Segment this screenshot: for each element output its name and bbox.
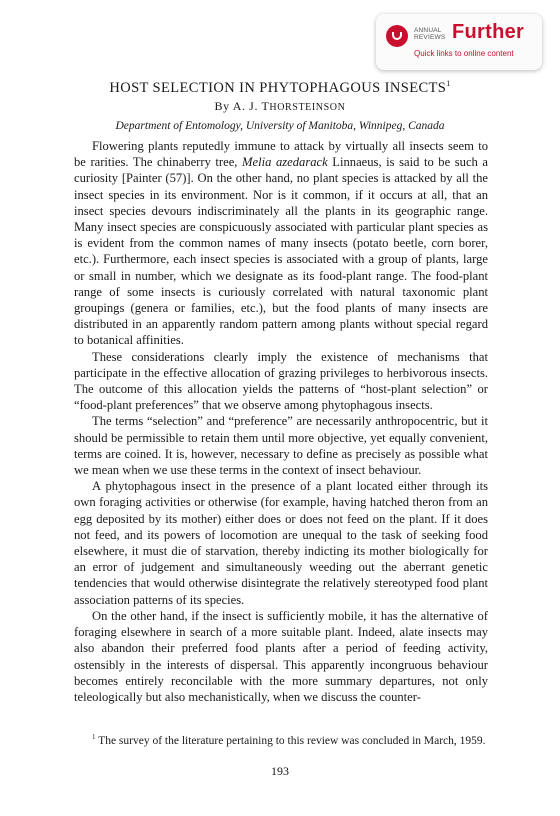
author-line: [0, 99, 560, 114]
footnote-marker: 1: [92, 733, 96, 741]
article-title-text: HOST SELECTION IN PHYTOPHAGOUS INSECTS: [109, 79, 447, 96]
article-title: [0, 79, 560, 97]
author-initials: A. J.: [232, 99, 262, 113]
footnote: [74, 730, 488, 749]
footnote-text: The survey of the literature pertaining to this review was concluded in March, 1959.: [95, 734, 486, 747]
article-body: [74, 138, 488, 705]
badge-publisher-label: [414, 27, 445, 41]
page-number: 193: [271, 764, 289, 778]
paragraph-1-text-a: Flowering plants reputedly immune to attack by virtually all insects seem to be rarities. The chinaberry tree,: [74, 139, 488, 170]
title-footnote-marker[interactable]: 1: [446, 79, 451, 88]
body-paragraph-4: A phytophagous insect in the presence of a plant located either through its own foraging activities or otherwise (for example, having hatched theron from an egg deposited by its mother) either does or does not feed on the plant. If it does not feed, and its powers of locomotion are unequal to the task of seeking food elsewhere, it must die of starvation, thereby indicting its mother biologically for an error of judgement and simultaneously weeding out the aberrant genetic tendencies that would otherwise disintegrate the relatively stereotyped food plant association patterns of its species.: [74, 479, 488, 607]
annual-reviews-further-badge[interactable]: [376, 14, 542, 70]
author-prefix: [214, 99, 233, 113]
author-surname-initial: T: [261, 99, 270, 113]
paragraph-1-text-b: Linnaeus, is said to be such a curiosity [Painter (57)]. On the other hand, no plant species is attacked by all the insect species in its environment. Nor is it common, if it occurs at all, that an insect species devours indiscriminately all the plants in its geographic range. Many insect species are conspicuously associated with particular plant species as is evident from the common names of many insects (potato beetle, corn borer, etc.). Furthermore, each insect species is associated with a group of plants, large or small in number, which we designate as its food-plant range. The food-plant range of some insects is curiously correlated with natural taxonomic plant groupings (genera or families, etc.), but the food plants of many insects are distributed in an apparently random pattern among plants without special regard to botanical affinities.: [74, 155, 488, 348]
body-paragraph-1: [74, 138, 488, 349]
author-prefix-text: By: [214, 99, 233, 113]
author-surname-rest: HORSTEINSON: [269, 102, 346, 113]
annual-reviews-logo-icon: [386, 25, 408, 47]
badge-subtitle: Quick links to online content: [414, 49, 514, 58]
badge-line2: REVIEWS: [414, 34, 446, 41]
badge-further-text: Further: [452, 21, 525, 43]
body-paragraph-2: These considerations clearly imply the existence of mechanisms that participate in the effective allocation of grazing privileges to herbivorous insects. The outcome of this allocation yields the patterns of “host-plant selection” or “food-plant preferences” that we observe among phytophagous insects.: [74, 349, 488, 413]
author-affiliation: Department of Entomology, University of Manitoba, Winnipeg, Canada: [115, 120, 445, 132]
species-name-italic: Melia azedarack: [242, 155, 328, 170]
body-paragraph-3: The terms “selection” and “preference” are necessarily anthropocentric, but it should be permissible to retain them until more objective, yet equally convenient, terms are coined. It is, however, necessary to define as precisely as possible what we mean when we use these terms in the context of insect behaviour.: [74, 414, 488, 478]
badge-line1: ANNUAL: [414, 27, 442, 34]
body-paragraph-5: On the other hand, if the insect is sufficiently mobile, it has the alternative of foraging elsewhere in search of a more suitable plant. Indeed, alate insects may also abandon their preferred food plants after a period of feeding activity, ostensibly in the interests of dispersal. This apparently incongruous behaviour becomes entirely reconcilable with the more summary departures, not only teleologically but also mechanistically, when we discuss the counter-: [74, 608, 488, 704]
